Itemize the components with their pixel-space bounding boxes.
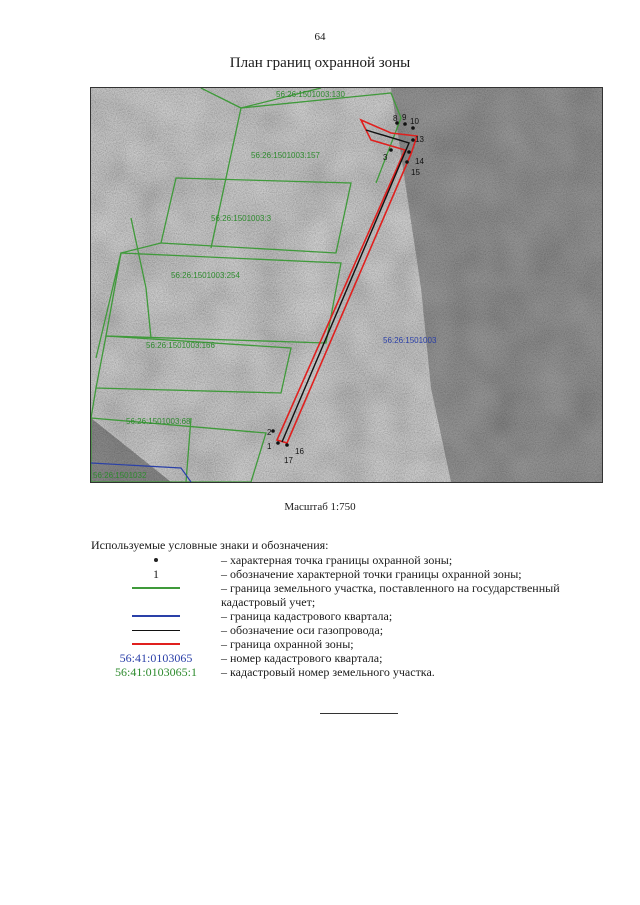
parcel-number-sample: 56:41:0103065:1 <box>114 665 197 679</box>
legend-text: – граница земельного участка, поставленного на государственный кадастровый учет; <box>221 581 560 609</box>
point-label: 1 <box>267 442 272 451</box>
parcel-label: 56:26:1501003:130 <box>276 90 345 99</box>
legend-text: – кадастровый номер земельного участка. <box>221 665 435 679</box>
point-label: 16 <box>295 447 304 456</box>
legend <box>91 553 611 679</box>
legend-text: – обозначение характерной точки границы охранной зоны; <box>221 567 522 581</box>
point-label: 10 <box>410 117 419 126</box>
legend-text: – граница кадастрового квартала; <box>221 609 393 623</box>
point-marker-icon <box>154 558 158 562</box>
page-title: План границ охранной зоны <box>229 55 411 71</box>
legend-text: – граница охранной зоны; <box>221 637 354 651</box>
point-number-sample: 1 <box>153 567 159 581</box>
legend-item <box>91 665 611 679</box>
quarter-line-icon <box>132 615 180 617</box>
point-label: 15 <box>411 168 420 177</box>
parcel-label: 56:26:1501032 <box>93 471 147 480</box>
quarter-number-sample: 56:41:0103065 <box>119 651 193 665</box>
point-label: 2 <box>267 428 272 437</box>
parcel-label: 56:26:1501003:3 <box>211 214 272 223</box>
legend-text: – номер кадастрового квартала; <box>221 651 383 665</box>
legend-item <box>91 651 611 665</box>
point-label: 13 <box>415 135 424 144</box>
point-label: 3 <box>383 153 388 162</box>
parcel-label: 56:26:1501003:68 <box>126 417 191 426</box>
legend-item <box>91 609 611 623</box>
zone-line-icon <box>132 643 180 645</box>
legend-text: – характерная точка границы охранной зоны; <box>221 553 453 567</box>
parcel-label: 56:26:1501003:166 <box>146 341 215 350</box>
map-canvas <box>91 88 602 482</box>
legend-text: – обозначение оси газопровода; <box>221 623 384 637</box>
legend-heading: Используемые условные знаки и обозначения: <box>91 538 329 552</box>
parcel-label: 56:26:1501003:157 <box>251 151 320 160</box>
axis-line-icon <box>132 630 180 631</box>
page-number: 64 <box>314 31 326 43</box>
end-divider <box>320 713 398 714</box>
parcel-line-icon <box>132 587 180 589</box>
quarter-label: 56:26:1501003 <box>383 336 437 345</box>
point-label: 17 <box>284 456 293 465</box>
legend-item <box>91 581 611 609</box>
point-label: 9 <box>402 113 407 122</box>
point-label: 8 <box>393 114 398 123</box>
legend-item <box>91 623 611 637</box>
legend-item <box>91 567 611 581</box>
point-label: 14 <box>415 157 424 166</box>
legend-item <box>91 553 611 567</box>
legend-item <box>91 637 611 651</box>
map-scale: Масштаб 1:750 <box>284 501 356 513</box>
parcel-label: 56:26:1501003:254 <box>171 271 240 280</box>
satellite-map <box>90 87 603 483</box>
